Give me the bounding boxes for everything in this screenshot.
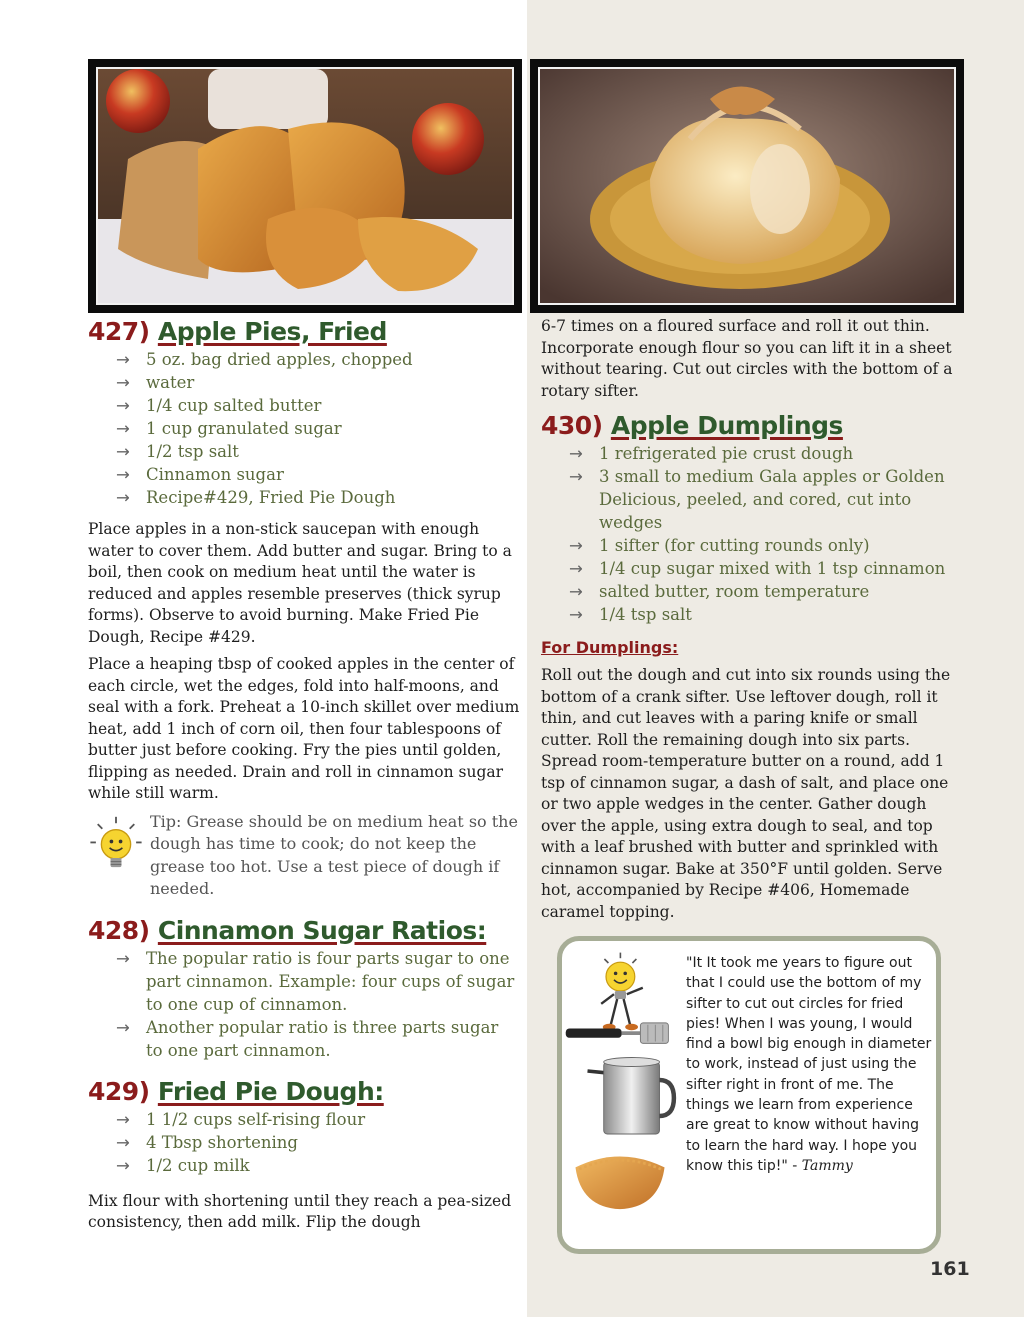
arrow-icon: →: [569, 467, 583, 486]
recipe-number: 430): [541, 411, 603, 440]
arrow-icon: →: [116, 419, 130, 438]
quote-box: [557, 936, 941, 1254]
fried-pies-photo: [88, 59, 522, 313]
ingredient-item: → 1/4 cup salted butter: [116, 396, 322, 415]
ingredient-item: → 1 refrigerated pie crust dough: [569, 444, 854, 463]
ingredient-item: → 1/4 cup sugar mixed with 1 tsp cinnamon: [569, 559, 946, 578]
recipe-number: 428): [88, 915, 150, 945]
ingredient-item: → 1/2 tsp salt: [116, 442, 239, 461]
arrow-icon: →: [116, 442, 130, 461]
arrow-icon: →: [569, 559, 583, 578]
recipe-427-heading: [88, 316, 520, 348]
recipe-429-paragraph-start: Mix flour with shortening until they reach a pea-sized consistency, then add milk. Flip the dough: [88, 1191, 512, 1231]
recipe-429-ingredients: [88, 1108, 520, 1177]
arrow-icon: →: [116, 488, 130, 507]
arrow-icon: →: [116, 396, 130, 415]
recipe-title: Apple Dumplings: [610, 411, 843, 440]
recipe-428-heading: [88, 915, 520, 947]
arrow-icon: →: [569, 582, 583, 601]
ingredient-item: → water: [116, 373, 195, 392]
recipe-title: Fried Pie Dough:: [157, 1076, 384, 1106]
ingredient-item: → The popular ratio is four parts sugar to one part cinnamon. Example: four cups of sugar to one cup of cinnamon.: [116, 948, 515, 1014]
arrow-icon: →: [116, 350, 130, 369]
recipe-title: Cinnamon Sugar Ratios:: [157, 915, 487, 945]
recipe-427-paragraph-2: Place a heaping tbsp of cooked apples in the center of each circle, wet the edges, fold into half-moons, and seal with a fork. Preheat a 10-inch skillet over medium heat, add 1 inch of corn oil, then four tablespoons of butter just before cooking. Fry the pies until golden, flipping as needed. Drain and roll in cinnamon sugar while still warm.: [88, 655, 520, 802]
arrow-icon: →: [116, 1155, 130, 1175]
recipe-430-heading: [541, 410, 961, 442]
apple-dumpling-illustration: [540, 69, 954, 303]
page-number: 161: [930, 1258, 970, 1280]
for-dumplings-subheading: For Dumplings:: [541, 638, 679, 657]
ingredient-item: → Cinnamon sugar: [116, 465, 284, 484]
ingredient-item: → 1 sifter (for cutting rounds only): [569, 536, 870, 555]
recipe-number: 427): [88, 317, 150, 346]
recipe-427-paragraph-1: Place apples in a non-stick saucepan with enough water to cover them. Add butter and sugar. Bring to a boil, then cook on medium heat until the water is reduced and apples resemble preserves (thick syrup forms). Observe to avoid burning. Make Fried Pie Dough, Recipe #429.: [88, 520, 512, 646]
spatula-icon: [562, 1021, 674, 1049]
flour-sifter-icon: [578, 1053, 678, 1143]
arrow-icon: →: [116, 373, 130, 392]
lightbulb-icon: [88, 815, 144, 879]
recipe-number: 429): [88, 1076, 150, 1106]
apple-dumpling-photo: [530, 59, 964, 313]
ingredient-item: → 3 small to medium Gala apples or Golden Delicious, peeled, and cored, cut into wedges: [569, 467, 945, 532]
recipe-title: Apple Pies, Fried: [157, 317, 387, 346]
arrow-icon: →: [569, 444, 583, 463]
arrow-icon: →: [116, 948, 130, 968]
fried-pies-illustration: [98, 69, 512, 303]
recipe-429-heading: [88, 1076, 520, 1108]
recipe-429-paragraph-continued: 6-7 times on a floured surface and roll it out thin. Incorporate enough flour so you can lift it in a sheet without tearing. Cut out circles with the bottom of a rotary sifter.: [541, 317, 953, 400]
quote-signature: Tammy: [801, 1157, 853, 1174]
left-column: [88, 316, 520, 1234]
right-column: [541, 316, 961, 923]
ingredient-item: → 1/4 tsp salt: [569, 605, 692, 624]
recipe-430-paragraph: Roll out the dough and cut into six rounds using the bottom of a crank sifter. Use leftover dough, roll it thin, and cut leaves with a paring knife or small cutter. Roll the remaining dough into six parts. Spread room-temperature butter on a round, add 1 tsp of cinnamon sugar, a dash of salt, and place one or two apple wedges in the center. Gather dough over the apple, using extra dough to seal, and top with a leaf brushed with butter and sprinkled with cinnamon sugar. Bake at 350°F until golden. Serve hot, accompanied by Recipe #406, Homemade caramel topping.: [541, 666, 951, 921]
arrow-icon: →: [569, 605, 583, 624]
ingredient-item: → Recipe#429, Fried Pie Dough: [116, 488, 396, 507]
ingredient-item: → 1/2 cup milk: [116, 1155, 250, 1175]
ingredient-item: → 5 oz. bag dried apples, chopped: [116, 350, 413, 369]
ingredient-item: → salted butter, room temperature: [569, 582, 870, 601]
quote-body: "It It took me years to figure out that I could use the bottom of my sifter to cut out circles for fried pies! When I was young, I would find a bowl big enough in diameter to work, instead of just using the sifter right in front of me. The things we learn from experience are great to know without having to learn the hard way. I hope you know this tip!" -: [686, 955, 932, 1174]
tip-box: [88, 811, 520, 901]
recipe-430-ingredients: [541, 442, 961, 626]
tip-text: Tip: Grease should be on medium heat so the dough has time to cook; do not keep the grease too hot. Use a test piece of dough if needed.: [150, 811, 518, 898]
fried-pie-icon: [570, 1149, 670, 1213]
quote-text: [686, 953, 936, 1176]
arrow-icon: →: [116, 1109, 130, 1129]
arrow-icon: →: [116, 465, 130, 484]
recipe-427-ingredients: [88, 348, 520, 509]
arrow-icon: →: [116, 1017, 130, 1037]
ingredient-item: → 1 cup granulated sugar: [116, 419, 342, 438]
arrow-icon: →: [116, 1132, 130, 1152]
ingredient-item: → 1 1/2 cups self-rising flour: [116, 1109, 366, 1129]
ingredient-item: → 4 Tbsp shortening: [116, 1132, 298, 1152]
ingredient-item: → Another popular ratio is three parts sugar to one part cinnamon.: [116, 1017, 499, 1060]
recipe-428-ingredients: [88, 947, 520, 1062]
arrow-icon: →: [569, 536, 583, 555]
